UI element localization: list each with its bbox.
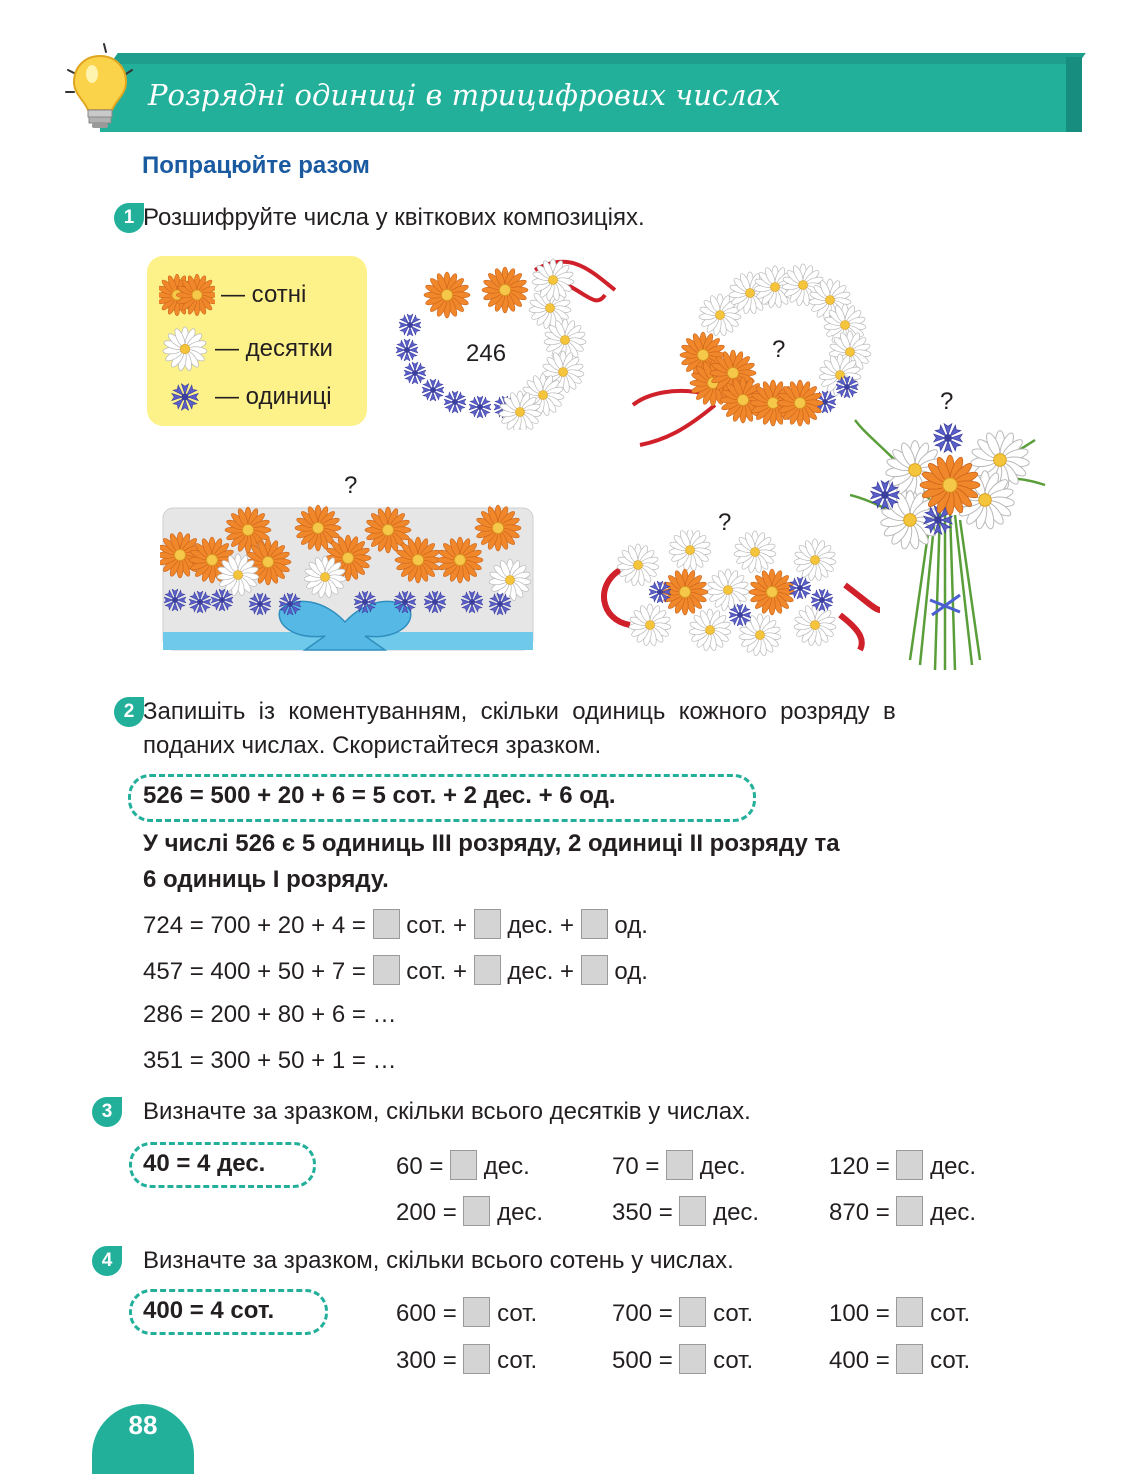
row-2-expression: 457 = 400 + 50 + 7 = [143,958,366,985]
answer-box[interactable] [474,909,501,939]
wreath-1-value: 246 [466,340,507,367]
task-3-item: 70 = дес. [612,1150,746,1181]
task-4-item: 300 = сот. [396,1344,537,1375]
task-2-explanation-line1: У числі 526 є 5 одиниць III розряду, 2 одиниці II розряду та [143,830,840,857]
row-1-expression: 724 = 700 + 20 + 4 = [143,912,366,939]
flower-legend [147,256,367,426]
wreath-2-unknown: ? [772,336,786,363]
unit-label: сот. + [406,958,467,985]
gift-box [160,500,540,660]
task-3-example: 40 = 4 дес. [143,1150,266,1177]
page-title: Розрядні одиниці в трицифрових числах [148,78,781,112]
task-4-item: 500 = сот. [612,1344,753,1375]
answer-box[interactable] [373,909,400,939]
task-2-text-line2: поданих числах. Скористайтеся зразком. [143,732,602,759]
answer-box[interactable] [474,955,501,985]
answer-box[interactable] [896,1196,923,1226]
page-number: 88 [128,1410,158,1440]
task-4-item: 400 = сот. [829,1344,970,1375]
answer-box[interactable] [450,1150,477,1180]
task-2-row-3: 286 = 200 + 80 + 6 = … [143,1001,397,1028]
garland-unknown: ? [718,509,732,536]
lightbulb-icon [60,40,140,135]
task-3-item: 870 = дес. [829,1196,976,1227]
answer-box[interactable] [463,1297,490,1327]
page-number-tab [92,1404,194,1474]
flower-garland [590,530,890,660]
wreath-2 [625,255,875,460]
answer-box[interactable] [463,1196,490,1226]
task-4-item: 600 = сот. [396,1297,537,1328]
task-2-text-line1: Запишіть із коментуванням, скільки одиниць кожного розряду в [143,698,896,725]
task-3-item: 60 = дес. [396,1150,530,1181]
task-4-text: Визначте за зразком, скільки всього сотень у числах. [143,1247,734,1274]
answer-box[interactable] [896,1150,923,1180]
task-3-text: Визначте за зразком, скільки всього десятків у числах. [143,1098,751,1125]
unit-label: дес. + [507,912,575,939]
task-2-explanation-line2: 6 одиниць I розряду. [143,866,389,893]
unit-label: од. [614,912,648,939]
task-3-item: 120 = дес. [829,1150,976,1181]
task-2-row-1 [143,909,648,940]
task-badge-4: 4 [92,1246,122,1276]
white-flower-icon [159,324,209,374]
bouquet-unknown: ? [940,388,954,415]
header-banner-side [1066,57,1082,132]
answer-box[interactable] [679,1196,706,1226]
answer-box[interactable] [463,1344,490,1374]
legend-hundreds-label: — сотні [221,281,307,308]
answer-box[interactable] [581,955,608,985]
answer-box[interactable] [896,1297,923,1327]
answer-box[interactable] [679,1297,706,1327]
legend-tens-label: — десятки [215,335,333,362]
task-3-item: 200 = дес. [396,1196,543,1227]
cornflower-icon [159,372,209,422]
answer-box[interactable] [581,909,608,939]
task-badge-2: 2 [114,697,144,727]
task-2-example: 526 = 500 + 20 + 6 = 5 сот. + 2 дес. + 6 од. [143,782,616,809]
task-4-item: 100 = сот. [829,1297,970,1328]
unit-label: сот. + [406,912,467,939]
section-heading: Попрацюйте разом [142,152,370,179]
task-1-text: Розшифруйте числа у квіткових композиціях. [143,204,645,231]
legend-tens [159,324,333,374]
legend-hundreds [159,270,306,320]
answer-box[interactable] [896,1344,923,1374]
task-4-example: 400 = 4 сот. [143,1297,275,1324]
task-badge-3: 3 [92,1097,122,1127]
task-4-item: 700 = сот. [612,1297,753,1328]
task-3-item: 350 = дес. [612,1196,759,1227]
legend-units-label: — одиниці [215,383,332,410]
unit-label: дес. + [507,958,575,985]
task-badge-1: 1 [114,203,144,233]
answer-box[interactable] [373,955,400,985]
gift-box-unknown: ? [344,472,358,499]
wreath-246 [385,240,625,430]
answer-box[interactable] [666,1150,693,1180]
orange-flower-icon [159,270,215,320]
task-2-row-4: 351 = 300 + 50 + 1 = … [143,1047,397,1074]
legend-units [159,372,332,422]
unit-label: од. [614,958,648,985]
task-2-row-2 [143,955,648,986]
answer-box[interactable] [679,1344,706,1374]
